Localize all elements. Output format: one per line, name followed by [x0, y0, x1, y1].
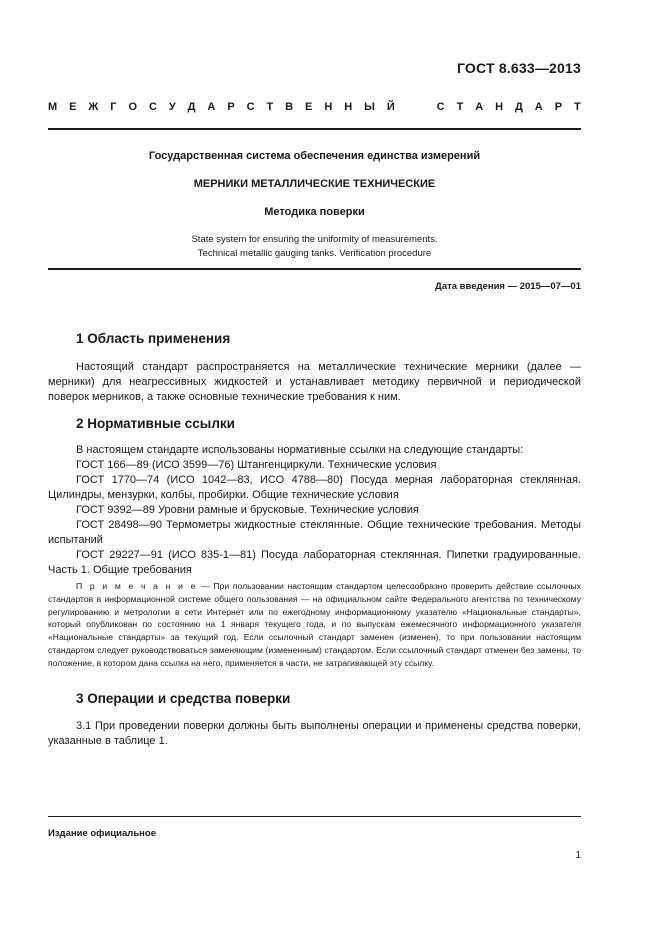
heading-letter: Т	[456, 101, 464, 113]
heading-letter: Т	[573, 101, 581, 113]
heading-letter: Ж	[88, 101, 99, 113]
section-3-heading: 3 Операции и средства поверки	[76, 691, 291, 706]
gost-code: ГОСТ 8.633—2013	[456, 60, 581, 76]
reference-item: ГОСТ 166—89 (ИСО 3599—76) Штангенциркули. Технические условия	[76, 459, 437, 471]
official-edition-label: Издание официальное	[48, 828, 156, 839]
heading-letter: Н	[344, 101, 353, 113]
heading-letter: Д	[187, 101, 196, 113]
heading-letter: Н	[324, 101, 333, 113]
document-title: МЕРНИКИ МЕТАЛЛИЧЕСКИЕ ТЕХНИЧЕСКИЕ	[193, 178, 436, 190]
introduction-date: Дата введения — 2015—07—01	[435, 281, 581, 292]
heading-letter: Г	[110, 101, 117, 113]
reference-item: ГОСТ 28498—90 Термометры жидкостные стеклянные. Общие технические требования. Методы испытаний	[48, 519, 581, 546]
footer-rule	[48, 816, 581, 817]
section-3-text	[48, 719, 581, 749]
heading-letter: Е	[305, 101, 313, 113]
reference-item: ГОСТ 29227—91 (ИСО 835-1—81) Посуда лабораторная стеклянная. Пипетки градуированные. Часть 1. Общие требования	[48, 549, 581, 576]
heading-letter: Н	[495, 101, 504, 113]
note-block	[48, 580, 581, 670]
heading-letter: А	[534, 101, 543, 113]
reference-item: ГОСТ 1770—74 (ИСО 1042—83, ИСО 4788—80) Посуда мерная лабораторная стеклянная. Цилиндры, мензурки, колбы, пробирки. Общие технические условия	[48, 474, 581, 501]
section-1-paragraph: Настоящий стандарт распространяется на металлические технические мерники (далее — мерники) для неагрессивных жидкостей и устанавливает методику первичной и периодической поверок мерников, а также основные технические требования к ним.	[48, 361, 581, 403]
heading-letter: С	[148, 101, 157, 113]
heading-letter: Д	[515, 101, 523, 113]
document-subtitle: Методика поверки	[264, 206, 365, 218]
interstate-standard-heading	[48, 101, 581, 113]
header-rule	[48, 128, 581, 130]
page-number: 1	[575, 850, 581, 861]
english-title	[48, 233, 581, 261]
section-2-heading: 2 Нормативные ссылки	[76, 416, 235, 431]
heading-letter: Т	[266, 101, 274, 113]
section-3-paragraph: 3.1 При проведении поверки должны быть выполнены операции и применены средства поверки, указанные в таблице 1.	[48, 720, 581, 747]
heading-letter: Р	[227, 101, 235, 113]
english-title-line-2: Technical metallic gauging tanks. Verification procedure	[197, 248, 432, 259]
section-1-heading: 1 Область применения	[76, 331, 231, 346]
reference-item: ГОСТ 9392—89 Уровни рамные и брусковые. Технические условия	[76, 504, 419, 516]
heading-letter: Ы	[364, 101, 375, 113]
title-rule	[48, 268, 581, 270]
heading-letter: У	[168, 101, 176, 113]
system-title: Государственная система обеспечения единства измерений	[148, 150, 481, 162]
note-label: П р и м е ч а н и е	[76, 581, 198, 591]
note-text: — При пользовании настоящим стандартом целесообразно проверить действие ссылочных стандартов в информационной системе общего пользования — на официальном сайте Федерального агентства по техническому регулированию и метрологии в сети Интернет или по ежегодному информационному указателю «Национальные стандарты», который опубликован по состоянию на 1 января текущего года, и по выпускам ежемесячного информационного указателя «Национальные стандарты» за текущий год. Если ссылочный стандарт заменен (изменен), то при пользовании настоящим стандартом следует руководствоваться заменяющим (измененным) стандартом. Если ссылочный стандарт отменен без замены, то положение, в котором дана ссылка на него, применяется в части, не затрагивающей эту ссылку.	[48, 581, 582, 668]
heading-letter: А	[475, 101, 484, 113]
heading-letter: М	[48, 101, 58, 113]
heading-letter: О	[128, 101, 138, 113]
english-title-line-1: State system for ensuring the uniformity of measurements.	[191, 234, 438, 245]
heading-letter	[422, 101, 425, 113]
section-2-intro: В настоящем стандарте использованы нормативные ссылки на следующие стандарты:	[76, 444, 524, 456]
heading-letter: В	[285, 101, 294, 113]
section-1-text	[48, 360, 581, 405]
heading-letter: Р	[554, 101, 563, 113]
section-2-text	[48, 443, 581, 578]
heading-letter: С	[246, 101, 255, 113]
heading-letter	[407, 101, 410, 113]
heading-letter: С	[436, 101, 445, 113]
heading-letter: Е	[69, 101, 77, 113]
heading-letter: А	[207, 101, 216, 113]
heading-letter: Й	[386, 101, 395, 113]
